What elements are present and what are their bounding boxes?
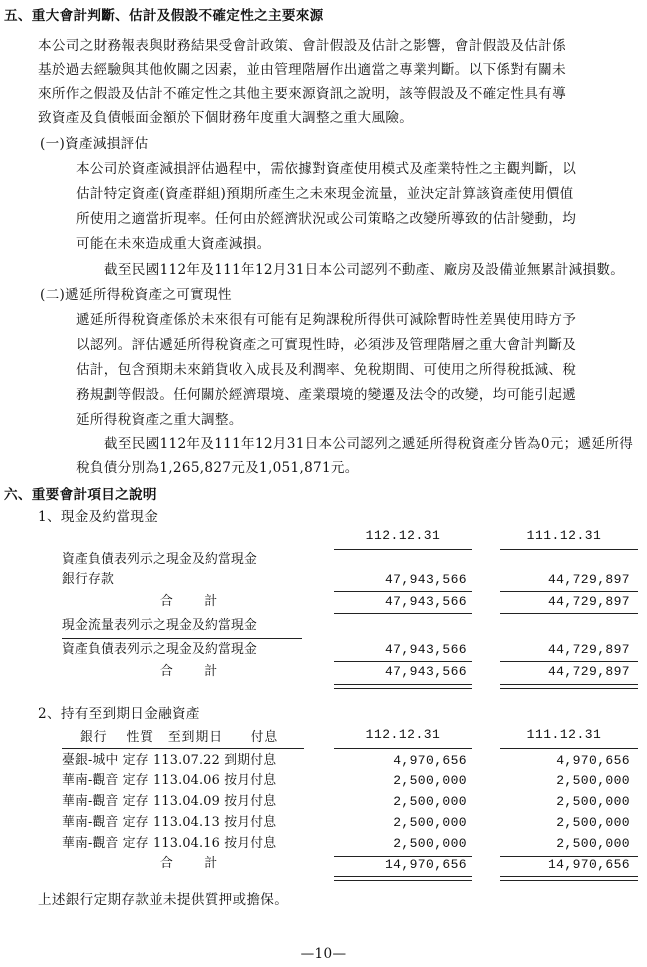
htm-header-underline [334, 748, 472, 749]
cash-total-2022: 44,729,897 [547, 594, 630, 609]
cash-subtotal-line [500, 591, 638, 592]
htm-row-label: 華南-觀音 定存 113.04.09 按月付息 [62, 794, 277, 809]
htm-total-double-line [500, 876, 638, 881]
htm-row-2022: 2,500,000 [556, 836, 630, 851]
htm-total-2023: 14,970,656 [384, 857, 467, 872]
cf-total-2022: 44,729,897 [547, 664, 630, 679]
htm-row-2023: 2,500,000 [393, 815, 467, 830]
bank-deposit-2023: 47,943,566 [384, 572, 467, 587]
subsection-1-title: (一)資產減損評估 [40, 136, 149, 152]
htm-row-label: 華南-觀音 定存 113.04.06 按月付息 [62, 773, 277, 788]
subsection-2-note: 稅負債分別為1,265,827元及1,051,871元。 [76, 460, 359, 476]
section-5-intro-line: 致資產及負債帳面金額於下個財務年度重大調整之重大風險。 [38, 110, 414, 126]
cf-label: 現金流量表列示之現金及約當現金 [62, 618, 257, 633]
subsection-2-line: 遞延所得稅資產係於未來很有可能有足夠課稅所得供可減除暫時性差異使用時方予 [76, 312, 577, 328]
htm-row-label: 華南-觀音 定存 113.04.13 按月付息 [62, 815, 277, 830]
subsection-1-note: 截至民國112年及111年12月31日本公司認列不動產、廠房及設備並無累計減損數。 [104, 262, 625, 278]
cash-total-label: 合 計 [160, 594, 220, 609]
htm-row-2023: 2,500,000 [393, 836, 467, 851]
subsection-2-line: 估計，包含預期未來銷貨收入成長及利潤率、免稅期間、可使用之所得稅抵減、稅 [76, 362, 577, 378]
section-6-heading: 六、重要會計項目之說明 [4, 487, 157, 503]
htm-row-2022: 2,500,000 [556, 794, 630, 809]
cash-section-title: 1、現金及約當現金 [38, 509, 159, 525]
bank-deposit-label: 銀行存款 [62, 572, 114, 587]
htm-row-2022: 2,500,000 [556, 815, 630, 830]
cash-subtotal-line [334, 591, 472, 592]
subsection-2-line: 以認列。評估遞延所得稅資產之可實現性時，必須涉及管理階層之重大會計判斷及 [76, 337, 577, 353]
cash-col-2022-header: 111.12.31 [526, 528, 602, 543]
htm-row-label: 華南-觀音 定存 113.04.16 按月付息 [62, 836, 277, 851]
cash-bs-label: 資產負債表列示之現金及約當現金 [62, 552, 257, 567]
htm-total-double-line [334, 876, 472, 881]
cf-bs-label: 資產負債表列示之現金及約當現金 [62, 642, 257, 657]
htm-column-header: 銀行 性質 至到期日 付息 [80, 730, 279, 745]
htm-header-underline [500, 748, 638, 749]
htm-col-2023-header: 112.12.31 [365, 727, 441, 742]
cf-subtotal-line [334, 661, 472, 662]
cash-total-line [334, 613, 472, 614]
htm-total-label: 合 計 [160, 856, 220, 871]
subsection-1-line: 所使用之適當折現率。任何由於經濟狀況或公司策略之改變所導致的估計變動，均 [76, 211, 577, 227]
subsection-2-note: 截至民國112年及111年12月31日本公司認列之遞延所得稅資產分皆為0元；遞延所得 [104, 436, 634, 452]
htm-row-label: 臺銀-城中 定存 113.07.22 到期付息 [62, 753, 277, 768]
htm-row-2023: 2,500,000 [393, 794, 467, 809]
htm-row-2023: 2,500,000 [393, 773, 467, 788]
cf-bs-2022: 44,729,897 [547, 642, 630, 657]
htm-row-2022: 4,970,656 [556, 753, 630, 768]
cash-col-2023-header: 112.12.31 [365, 528, 441, 543]
htm-row-2022: 2,500,000 [556, 773, 630, 788]
section-5-intro-line: 本公司之財務報表與財務結果受會計政策、會計假設及估計之影響，會計假設及估計係 [38, 38, 566, 54]
subsection-2-line: 延所得稅資產之重大調整。 [76, 412, 243, 428]
htm-col-2022-header: 111.12.31 [526, 727, 602, 742]
htm-footnote: 上述銀行定期存款並未提供質押或擔保。 [38, 892, 289, 908]
bank-deposit-2022: 44,729,897 [547, 572, 630, 587]
cf-total-label: 合 計 [160, 664, 220, 679]
section-5-intro-line: 基於過去經驗與其他攸關之因素，並由管理階層作出適當之專業判斷。以下係對有關未 [38, 62, 566, 78]
cf-subtotal-line [500, 661, 638, 662]
subsection-1-line: 估計特定資產(資產群組)預期所產生之未來現金流量，並決定計算該資產使用價值 [76, 186, 574, 202]
subsection-1-line: 可能在未來造成重大資產減損。 [76, 236, 271, 252]
cash-total-line [500, 613, 638, 614]
cf-total-2023: 47,943,566 [384, 664, 467, 679]
cash-header-underline [334, 549, 472, 550]
htm-total-2022: 14,970,656 [547, 857, 630, 872]
htm-row-2023: 4,970,656 [393, 753, 467, 768]
cf-bs-2023: 47,943,566 [384, 642, 467, 657]
cash-total-2023: 47,943,566 [384, 594, 467, 609]
subsection-2-title: (二)遞延所得稅資產之可實現性 [40, 287, 232, 303]
section-5-heading: 五、重大會計判斷、估計及假設不確定性之主要來源 [4, 8, 324, 24]
subsection-2-line: 務規劃等假設。任何關於經濟環境、產業環境的變遷及法令的改變，均可能引起遞 [76, 387, 577, 403]
page-number: —10— [300, 946, 347, 962]
cf-total-double-line [334, 684, 472, 689]
cf-total-double-line [500, 684, 638, 689]
subsection-1-line: 本公司於資產減損評估過程中，需依據對資產使用模式及產業特性之主觀判斷，以 [76, 161, 577, 177]
htm-section-title: 2、持有至到期日金融資產 [38, 706, 200, 722]
cash-header-underline [500, 549, 638, 550]
section-5-intro-line: 來所作之假設及估計不確定性之其他主要來源資訊之說明，該等假設及不確定性具有導 [38, 86, 566, 102]
